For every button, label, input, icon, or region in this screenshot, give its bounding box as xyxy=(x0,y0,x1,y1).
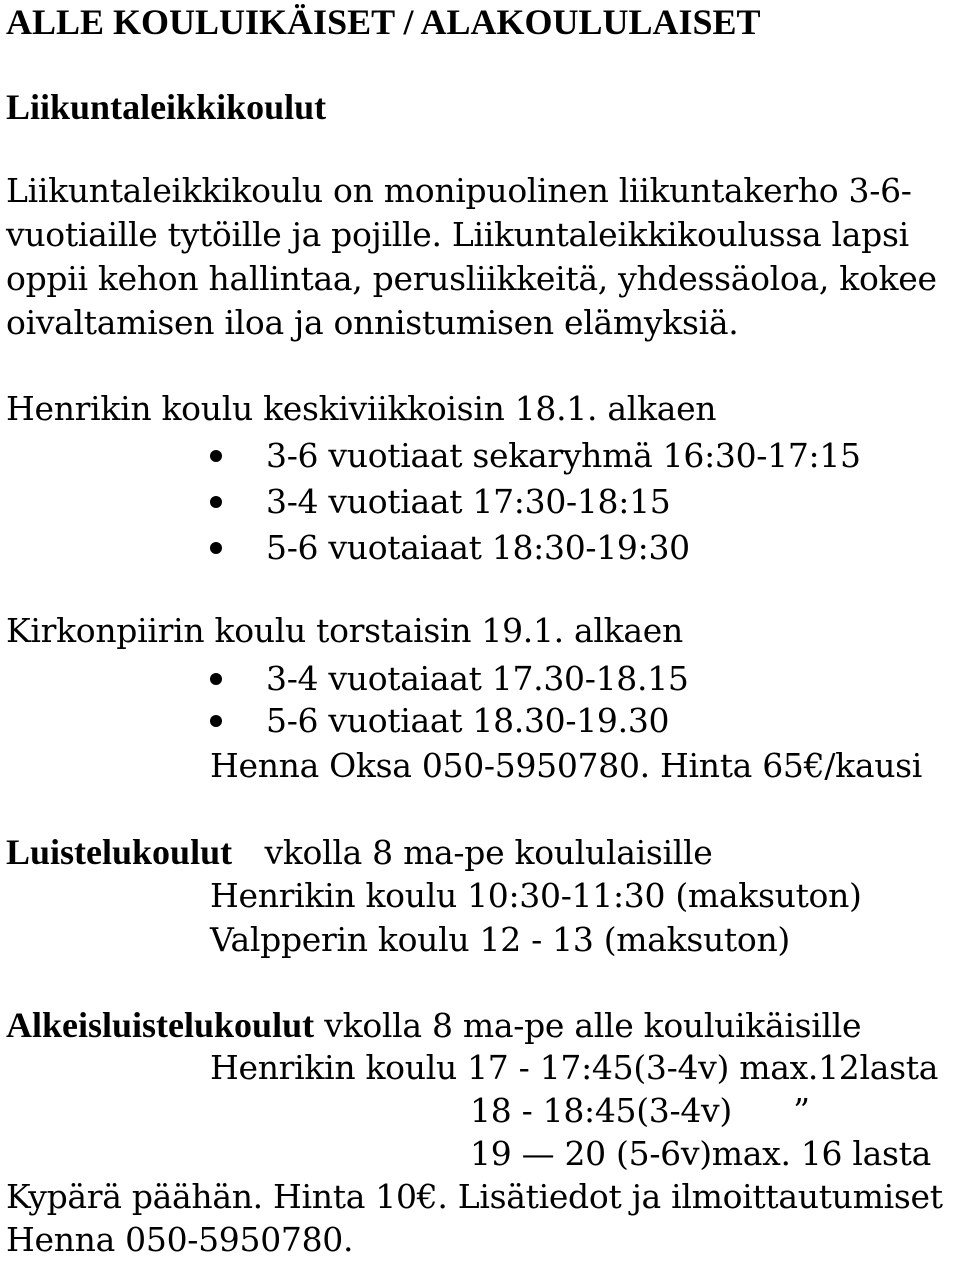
luistelukoulut-line: Henrikin koulu 10:30-11:30 (maksuton) xyxy=(210,876,862,915)
footer-line: Henna 050-5950780. xyxy=(6,1220,354,1259)
section-heading-liikuntaleikkikoulut: Liikuntaleikkikoulut xyxy=(6,87,327,127)
kirkonpiiri-group-list xyxy=(210,658,689,742)
alkeis-schedule-line: Henrikin koulu 17 - 17:45(3-4v) max.12lasta xyxy=(210,1048,939,1087)
kirkonpiiri-schedule-intro: Kirkonpiirin koulu torstaisin 19.1. alkaen xyxy=(6,611,683,650)
luistelukoulut-line: Valpperin koulu 12 - 13 (maksuton) xyxy=(210,920,790,959)
description-line: vuotiaille tytöille ja pojille. Liikuntaleikkikoulussa lapsi xyxy=(6,215,909,254)
luistelukoulut-subtitle: vkolla 8 ma-pe koululaisille xyxy=(264,833,713,872)
bullet-icon xyxy=(210,542,222,554)
list-item: 3-6 vuotiaat sekaryhmä 16:30-17:15 xyxy=(210,433,861,479)
luistelukoulut-heading-line xyxy=(6,832,712,873)
alkeisluistelukoulut-subtitle: vkolla 8 ma-pe alle kouluikäisille xyxy=(324,1006,862,1045)
bullet-icon xyxy=(210,715,222,727)
list-item: 3-4 vuotaiaat 17.30-18.15 xyxy=(210,658,689,700)
henrikin-schedule-intro: Henrikin koulu keskiviikkoisin 18.1. alkaen xyxy=(6,389,717,428)
bullet-icon xyxy=(210,450,222,462)
alkeis-schedule-line: 19 — 20 (5-6v)max. 16 lasta xyxy=(470,1134,932,1173)
list-item: 3-4 vuotiaat 17:30-18:15 xyxy=(210,479,861,525)
list-item: 5-6 vuotiaat 18.30-19.30 xyxy=(210,700,689,742)
alkeisluistelukoulut-heading-line xyxy=(6,1005,861,1046)
alkeis-schedule-line: 18 - 18:45(3-4v) ” xyxy=(470,1091,810,1130)
bullet-icon xyxy=(210,496,222,508)
description-line: oppii kehon hallintaa, perusliikkeitä, yhdessäoloa, kokee xyxy=(6,259,937,298)
list-item: 5-6 vuotaiaat 18:30-19:30 xyxy=(210,525,861,571)
henrikin-group-list xyxy=(210,433,861,571)
section-heading-luistelukoulut: Luistelukoulut xyxy=(6,832,233,872)
bullet-icon xyxy=(210,673,222,685)
description-line: Liikuntaleikkikoulu on monipuolinen liikuntakerho 3-6- xyxy=(6,171,912,210)
section-heading-alkeisluistelukoulut: Alkeisluistelukoulut xyxy=(6,1005,315,1045)
page-title: ALLE KOULUIKÄISET / ALAKOULULAISET xyxy=(6,2,761,42)
contact-price-line: Henna Oksa 050-5950780. Hinta 65€/kausi xyxy=(210,746,923,785)
footer-line: Kypärä päähän. Hinta 10€. Lisätiedot ja ilmoittautumiset xyxy=(6,1177,943,1216)
description-line: oivaltamisen iloa ja onnistumisen elämyksiä. xyxy=(6,303,739,342)
